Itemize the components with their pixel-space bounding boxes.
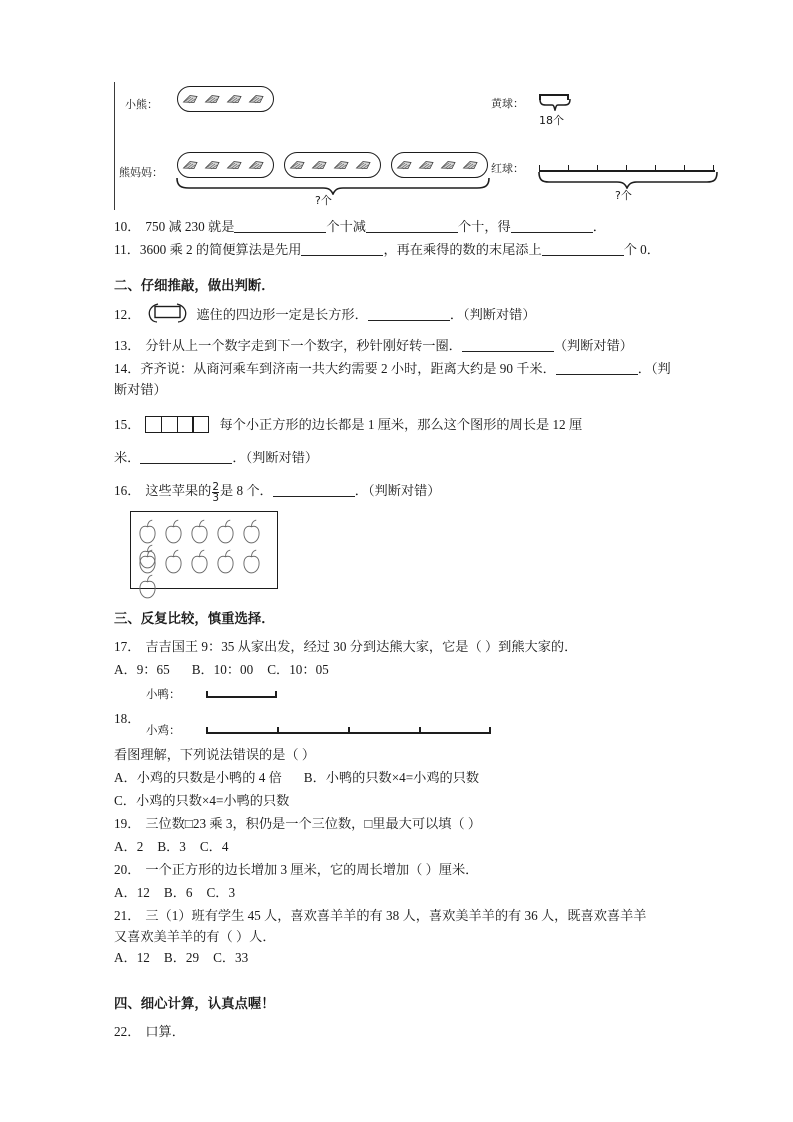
corn-icon	[226, 159, 243, 172]
q10-text-3: 个十，得	[457, 219, 511, 234]
q10-text-2: 个十减	[326, 219, 366, 234]
question-17-options	[114, 659, 714, 680]
question-13	[114, 335, 714, 356]
q20-text: 一个正方形的边长增加 3 厘米，它的周长增加（ ）厘米．	[145, 862, 479, 877]
q18-option-c[interactable]: C．小鸡的只数×4=小鸭的只数	[114, 793, 290, 808]
q10-blank-1[interactable]	[234, 219, 326, 233]
q14-text-1: 齐齐说：从商河乘车到济南一共大约需要 2 小时，距离大约是 90 千米．	[140, 361, 556, 376]
q12-number: 12．	[114, 307, 141, 322]
q21-option-a[interactable]: A．12	[114, 950, 150, 965]
corn-icon	[182, 93, 199, 106]
corn-icon	[204, 93, 221, 106]
apple-row	[138, 549, 271, 579]
q16-text-3: ．（判断对错）	[354, 483, 441, 498]
apple-icon	[164, 549, 183, 574]
apple-icon	[164, 519, 183, 544]
q11-number: 11．	[114, 242, 140, 257]
corn-icon	[396, 159, 413, 172]
q20-option-a[interactable]: A．12	[114, 885, 150, 900]
q17-option-c[interactable]: C．10：05	[267, 662, 329, 677]
question-11	[114, 239, 714, 260]
q17-text: 吉吉国王 9：35 从家出发，经过 30 分到达熊大家，它是（ ）到熊大家的．	[145, 639, 578, 654]
q11-text-2: ，再在乘得的数的末尾添上	[383, 242, 542, 257]
apple-icon	[216, 549, 235, 574]
duck-bar-cap-left	[206, 691, 208, 697]
bar-label-duck: 小鸭：	[146, 687, 181, 701]
mother-bear-group-3	[391, 152, 488, 178]
covered-quadrilateral-icon	[145, 303, 191, 321]
section-heading-2: 二、仔细推敲，做出判断．	[114, 279, 275, 294]
q10-number: 10．	[114, 219, 141, 234]
chick-bar-cap-right	[489, 727, 491, 733]
unit-squares-figure	[145, 416, 209, 433]
brace-label-red-ball: ?个	[615, 189, 632, 202]
q19-option-c[interactable]: C．4	[199, 839, 229, 854]
q17-option-a[interactable]: A．9：65	[114, 662, 170, 677]
corn-icon	[248, 159, 265, 172]
brace-mother-bear	[175, 177, 491, 195]
q18-option-b[interactable]: B．小鸭的只数×4=小鸡的只数	[303, 770, 480, 785]
apple-icon	[242, 519, 261, 544]
corn-icon	[226, 93, 243, 106]
apple-icon	[138, 549, 157, 574]
question-18-prompt: 看图理解，下列说法错误的是（ ）	[114, 747, 316, 762]
chick-bar-tick-1	[277, 727, 279, 733]
question-10	[114, 216, 714, 237]
q15-number: 15．	[114, 417, 141, 432]
question-16	[114, 480, 714, 503]
q22-number: 22．	[114, 1024, 141, 1039]
apple-icon	[138, 574, 157, 599]
fraction-denominator: 3	[212, 492, 219, 504]
q14-text-2: ．（判	[637, 361, 671, 376]
questions-body	[114, 216, 714, 1044]
q20-number: 20．	[114, 862, 141, 877]
q14-number: 14．	[114, 361, 141, 376]
apple-icon	[190, 549, 209, 574]
question-12	[114, 303, 714, 325]
unit-square	[177, 416, 194, 433]
q21-text-line2: 又喜欢美羊羊的有（ ）人．	[114, 929, 276, 944]
q22-text: 口算．	[145, 1024, 185, 1039]
q20-option-c[interactable]: C．3	[206, 885, 236, 900]
question-18-figure	[114, 684, 714, 742]
apple-icon	[242, 549, 261, 574]
apple-icon	[138, 519, 157, 544]
unit-square	[161, 416, 178, 433]
question-22	[114, 1021, 714, 1042]
q13-text-2: （判断对错）	[553, 338, 633, 353]
q21-option-c[interactable]: C．33	[213, 950, 249, 965]
q17-number: 17．	[114, 639, 141, 654]
q12-text-1: 遮住的四边形一定是长方形．	[196, 307, 368, 322]
apple-icon	[190, 519, 209, 544]
q16-number: 16．	[114, 483, 141, 498]
q16-text-1: 这些苹果的	[145, 483, 212, 498]
q11-text-1: 3600 乘 2 的简便算法是先用	[139, 242, 302, 257]
q10-blank-2[interactable]	[366, 219, 458, 233]
q12-blank[interactable]	[368, 307, 450, 321]
duck-bar-cap-right	[275, 691, 277, 697]
chick-bar-tick-2	[348, 727, 350, 733]
mother-bear-group-1	[177, 152, 274, 178]
q13-blank[interactable]	[462, 338, 554, 352]
corn-icon	[248, 93, 265, 106]
q15-text-1: 每个小正方形的边长都是 1 厘米，那么这个图形的周长是 12 厘	[219, 417, 583, 432]
q12-text-2: ．（判断对错）	[449, 307, 536, 322]
yellow-ball-bar	[539, 94, 569, 96]
q15-text-2: 米．	[114, 450, 141, 465]
yellow-ball-count-label: 18个	[539, 114, 564, 127]
corn-icon	[462, 159, 479, 172]
q11-blank-1[interactable]	[301, 242, 383, 256]
q21-option-b[interactable]: B．29	[163, 950, 200, 965]
q19-text: 三位数□23 乘 3，积仍是一个三位数，□里最大可以填（ ）	[145, 816, 482, 831]
section-heading-3: 三、反复比较，慎重选择．	[114, 612, 275, 627]
figure-label-red-ball: 红球：	[491, 162, 524, 175]
question-17	[114, 636, 714, 657]
corn-icon	[333, 159, 350, 172]
corn-icon	[204, 159, 221, 172]
brace-label-mother-bear: ?个	[315, 194, 332, 207]
figure-label-mother-bear: 熊妈妈：	[119, 166, 163, 179]
q19-option-b[interactable]: B．3	[157, 839, 186, 854]
q10-text-4: ．	[592, 219, 606, 234]
q17-option-b[interactable]: B．10：00	[191, 662, 254, 677]
q14-blank[interactable]	[556, 361, 638, 375]
mother-bear-group-2	[284, 152, 381, 178]
bear-group-1	[177, 86, 274, 112]
corn-icon	[311, 159, 328, 172]
question-21	[114, 905, 716, 947]
question-19	[114, 813, 714, 834]
q16-text-2: 是 8 个．	[220, 483, 273, 498]
question-15-line2	[114, 447, 714, 468]
figure-label-bear: 小熊：	[125, 98, 158, 111]
q18-number: 18．	[114, 711, 141, 726]
duck-bar	[206, 696, 277, 698]
fraction-two-thirds	[212, 482, 219, 503]
fraction-numerator: 2	[212, 481, 219, 493]
figure-label-yellow-ball: 黄球：	[491, 97, 524, 110]
section-heading-4: 四、细心计算，认真点喔！	[114, 997, 275, 1012]
q10-blank-3[interactable]	[511, 219, 593, 233]
q15-text-3: ．（判断对错）	[232, 450, 319, 465]
q18-option-a[interactable]: A．小鸡的只数是小鸭的 4 倍	[114, 770, 282, 785]
question-14	[114, 358, 716, 400]
figure-bears-and-balls	[114, 82, 715, 210]
q10-text-1: 750 减 230 就是	[145, 219, 235, 234]
corn-icon	[440, 159, 457, 172]
q20-option-b[interactable]: B．6	[163, 885, 193, 900]
question-19-options	[114, 836, 714, 857]
question-18-options-row2	[114, 790, 714, 811]
corn-icon	[289, 159, 306, 172]
q19-number: 19．	[114, 816, 141, 831]
q13-number: 13．	[114, 338, 141, 353]
question-18-options-row1	[114, 767, 714, 788]
q16-blank[interactable]	[273, 483, 355, 497]
brace-yellow-ball	[538, 99, 572, 111]
question-15-line1	[114, 414, 714, 435]
q19-option-a[interactable]: A．2	[114, 839, 144, 854]
corn-icon	[182, 159, 199, 172]
chick-bar-cap-left	[206, 727, 208, 733]
q21-text-line1: 三（1）班有学生 45 人，喜欢喜羊羊的有 38 人，喜欢美羊羊的有 36 人，既喜欢喜羊羊	[145, 908, 647, 923]
corn-icon	[355, 159, 372, 172]
apples-figure	[130, 511, 278, 589]
question-20	[114, 859, 714, 880]
unit-square	[145, 416, 162, 433]
apple-row	[138, 519, 271, 549]
question-20-options	[114, 882, 714, 903]
corn-icon	[418, 159, 435, 172]
q13-text-1: 分针从上一个数字走到下一个数字，秒针刚好转一圈．	[145, 338, 462, 353]
unit-square	[192, 416, 209, 433]
q15-blank[interactable]	[140, 450, 232, 464]
q21-number: 21．	[114, 908, 141, 923]
q11-text-3: 个 0．	[623, 242, 660, 257]
q11-blank-2[interactable]	[542, 242, 624, 256]
chick-bar-tick-3	[419, 727, 421, 733]
bar-label-chick: 小鸡：	[146, 723, 181, 737]
question-21-options	[114, 947, 714, 968]
apple-icon	[216, 519, 235, 544]
q14-text-3: 断对错）	[114, 382, 167, 397]
